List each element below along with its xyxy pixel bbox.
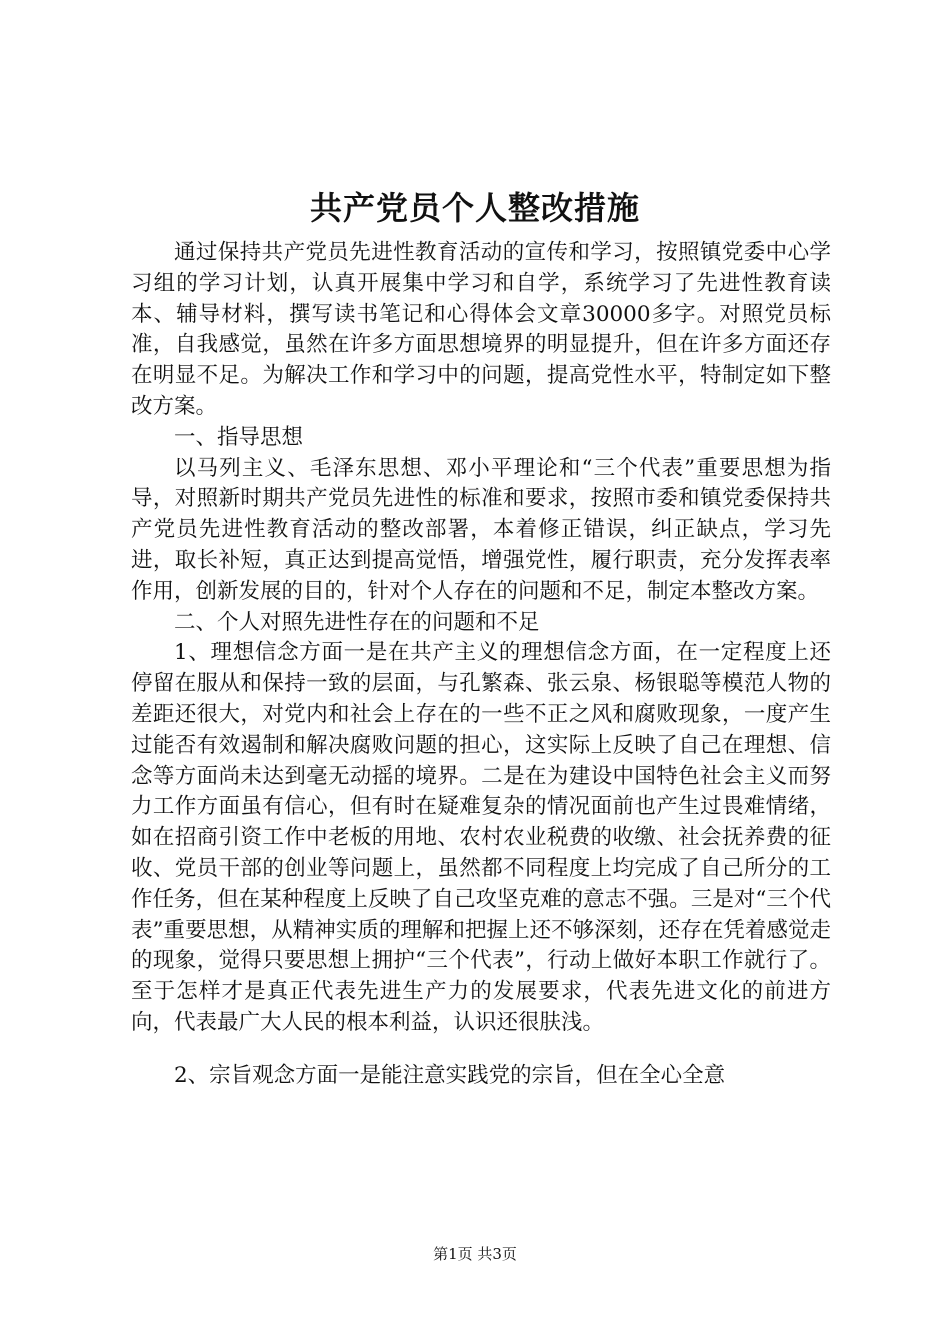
heading-guiding-thought: 一、指导思想	[174, 424, 304, 450]
paragraph-ideals: 1、理想信念方面一是在共产主义的理想信念方面，在一定程度上还停留在服从和保持一致的层面，与孔繁森、张云泉、杨银聪等模范人物的差距还很大，对党内和社会上存在的一些不正之风和腐败现象，一度产生过能否有效遏制和解决腐败问题的担心，这实际上反映了自己在理想、信念等方面尚未达到毫无动摇的境界。二是在为建设中国特色社会主义而努力工作方面虽有信心，但有时在疑难复杂的情况面前也产生过畏难情绪，如在招商引资工作中老板的用地、农村农业税费的收缴、社会抚养费的征收、党员干部的创业等问题上，虽然都不同程度上均完成了自己所分的工作任务，但在某种程度上反映了自己攻坚克难的意志不强。三是对“三个代表”重要思想，从精神实质的理解和把握上还不够深刻，还存在凭着感觉走的现象，觉得只要思想上拥护“三个代表”，行动上做好本职工作就行了。至于怎样才是真正代表先进生产力的发展要求，代表先进文化的前进方向，代表最广大人民的根本利益，认识还很肤浅。	[131, 640, 831, 1035]
paragraph-intro: 通过保持共产党员先进性教育活动的宣传和学习，按照镇党委中心学习组的学习计划，认真开展集中学习和自学，系统学习了先进性教育读本、辅导材料，撰写读书笔记和心得体会文章30000多字。对照党员标准，自我感觉，虽然在许多方面思想境界的明显提升，但在许多方面还存在明显不足。为解决工作和学习中的问题，提高党性水平，特制定如下整改方案。	[131, 240, 831, 419]
document-body	[131, 238, 831, 1092]
heading-problems: 二、个人对照先进性存在的问题和不足	[174, 609, 540, 635]
paragraph-purpose: 2、宗旨观念方面一是能注意实践党的宗旨，但在全心全意	[174, 1062, 726, 1088]
document-title: 共产党员个人整改措施	[309, 189, 640, 227]
page-footer: 第1页 共3页	[433, 1245, 517, 1263]
paragraph-guiding-thought: 以马列主义、毛泽东思想、邓小平理论和“三个代表”重要思想为指导，对照新时期共产党员先进性的标准和要求，按照市委和镇党委保持共产党员先进性教育活动的整改部署，本着修正错误，纠正缺点，学习先进，取长补短，真正达到提高觉悟，增强党性，履行职责，充分发挥表率作用，创新发展的目的，针对个人存在的问题和不足，制定本整改方案。	[131, 455, 831, 604]
